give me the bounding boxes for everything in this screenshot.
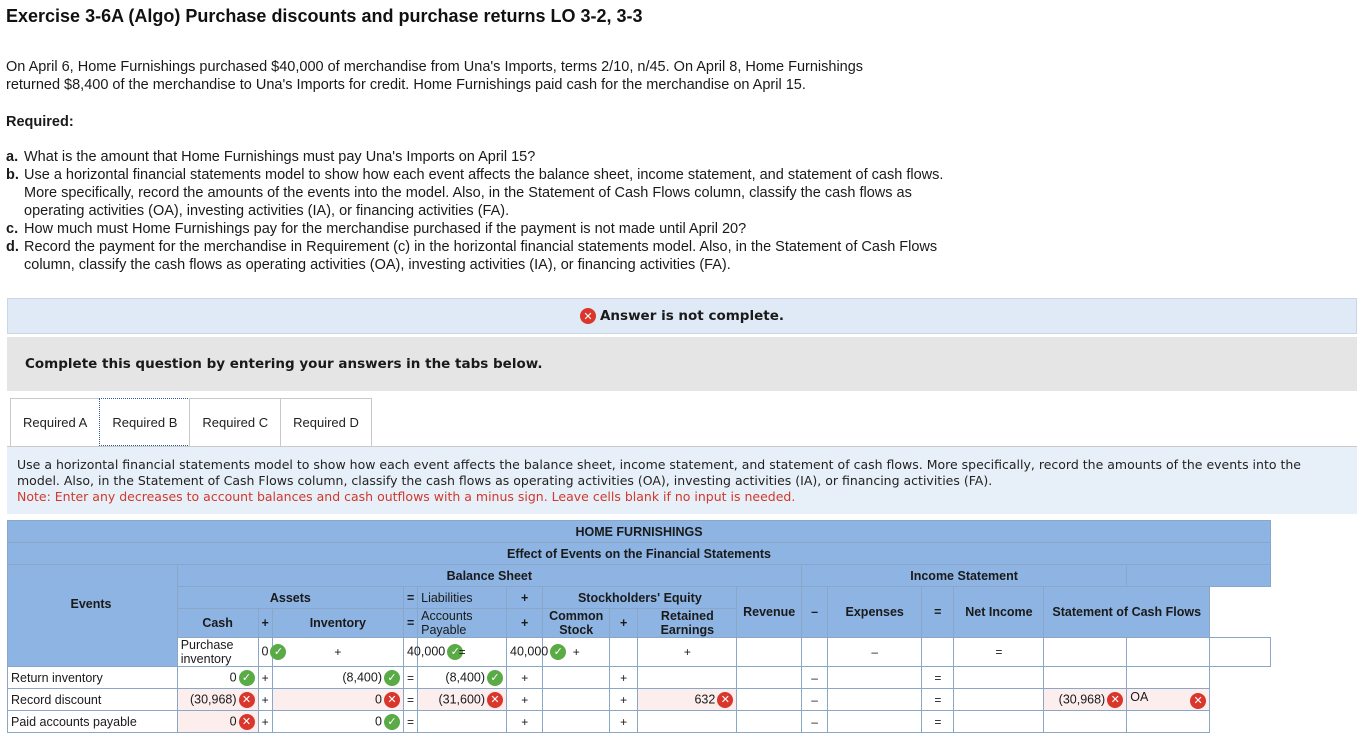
x-icon: ✕ bbox=[239, 714, 255, 730]
expenses-input[interactable] bbox=[922, 638, 954, 667]
plus-sign: + bbox=[507, 609, 543, 638]
cash-flow-input[interactable] bbox=[1127, 638, 1210, 667]
complete-prompt: Complete this question by entering your answers in the tabs below. bbox=[7, 337, 1357, 391]
table-row bbox=[8, 667, 1271, 689]
requirements-list bbox=[6, 148, 956, 274]
minus-sign: – bbox=[801, 689, 827, 711]
x-icon: ✕ bbox=[384, 692, 400, 708]
retained-earnings-header: Retained Earnings bbox=[638, 609, 737, 638]
answer-status-text: Answer is not complete. bbox=[599, 308, 784, 324]
retained-earnings-input[interactable] bbox=[638, 667, 737, 689]
income-statement-header: Income Statement bbox=[801, 565, 1126, 587]
x-icon: ✕ bbox=[487, 692, 503, 708]
requirement-c: c. How much must Home Furnishings pay for the merchandise purchased if the payment is not made until April 20? bbox=[6, 221, 747, 237]
plus-sign: + bbox=[507, 711, 543, 733]
net-income-input[interactable] bbox=[1044, 638, 1127, 667]
plus-sign: + bbox=[610, 609, 638, 638]
common-stock-input[interactable] bbox=[543, 667, 610, 689]
instructions-panel bbox=[7, 446, 1357, 514]
check-icon: ✓ bbox=[270, 644, 286, 660]
inventory-input[interactable]: 40,000 ✓ bbox=[403, 638, 417, 667]
check-icon: ✓ bbox=[487, 670, 503, 686]
event-label: Purchase inventory bbox=[177, 638, 258, 667]
tab-required-a[interactable]: Required A bbox=[10, 398, 100, 446]
revenue-header: Revenue bbox=[737, 587, 802, 638]
equals-sign: = bbox=[922, 689, 954, 711]
net-income-header: Net Income bbox=[954, 587, 1044, 638]
stockholders-equity-header: Stockholders' Equity bbox=[543, 587, 737, 609]
equals-sign: = bbox=[922, 667, 954, 689]
tab-required-c[interactable]: Required C bbox=[189, 398, 281, 446]
cash-flow-class-select[interactable] bbox=[1127, 711, 1210, 733]
cash-header: Cash bbox=[177, 609, 258, 638]
expenses-input[interactable] bbox=[828, 711, 922, 733]
common-stock-input[interactable] bbox=[543, 711, 610, 733]
check-icon: ✓ bbox=[447, 644, 463, 660]
cash-input[interactable]: 0 ✓ bbox=[258, 638, 272, 667]
tab-required-b[interactable]: Required B bbox=[99, 398, 190, 446]
table-row bbox=[8, 689, 1271, 711]
financial-statements-model bbox=[7, 520, 1271, 733]
equals-sign: = bbox=[922, 711, 954, 733]
retained-earnings-input[interactable] bbox=[638, 711, 737, 733]
common-stock-header: Common Stock bbox=[543, 609, 610, 638]
equals-sign: = bbox=[418, 638, 507, 667]
plus-sign: + bbox=[258, 609, 272, 638]
equals-sign: = bbox=[403, 587, 417, 609]
plus-sign: + bbox=[610, 667, 638, 689]
requirement-a: a. What is the amount that Home Furnishings must pay Una's Imports on April 15? bbox=[6, 149, 536, 165]
minus-sign: – bbox=[828, 638, 922, 667]
equals-sign: = bbox=[954, 638, 1044, 667]
inventory-input[interactable]: 0 ✓ bbox=[272, 711, 403, 733]
equals-sign: = bbox=[922, 587, 954, 638]
expenses-input[interactable] bbox=[828, 667, 922, 689]
cash-flow-class-select[interactable] bbox=[1127, 667, 1210, 689]
minus-sign: – bbox=[801, 587, 827, 638]
equals-sign: = bbox=[403, 689, 417, 711]
intro-line-1: On April 6, Home Furnishings purchased $40,000 of merchandise from Una's Imports, terms 2/10, n/45. On April 8, Home Furnishings bbox=[6, 59, 864, 75]
inventory-input[interactable]: 0 ✕ bbox=[272, 689, 403, 711]
check-icon: ✓ bbox=[384, 714, 400, 730]
plus-sign: + bbox=[272, 638, 403, 667]
minus-sign: – bbox=[801, 711, 827, 733]
net-income-input[interactable] bbox=[954, 711, 1044, 733]
events-column-label: Events bbox=[70, 597, 112, 611]
tab-required-d[interactable]: Required D bbox=[280, 398, 372, 446]
accounts-payable-header: Accounts Payable bbox=[418, 609, 507, 638]
common-stock-input[interactable] bbox=[610, 638, 638, 667]
x-icon: ✕ bbox=[1190, 693, 1206, 709]
intro-line-2: returned $8,400 of the merchandise to Una's Imports for credit. Home Furnishings paid cash for the merchandise on April 15. bbox=[6, 77, 806, 93]
common-stock-input[interactable] bbox=[543, 689, 610, 711]
x-icon: ✕ bbox=[1107, 692, 1123, 708]
inventory-input[interactable]: (8,400) ✓ bbox=[272, 667, 403, 689]
retained-earnings-input[interactable] bbox=[737, 638, 802, 667]
plus-sign: + bbox=[543, 638, 610, 667]
net-income-input[interactable] bbox=[954, 689, 1044, 711]
requirement-b: b. Use a horizontal financial statements model to show how each event affects the balance sheet, income statement, and statement of cash flows. More specifically, record the amounts of the events into the model. Also, in the Statement of Cash Flows column, classify the cash flows as operating activities (OA), investing activities (IA), or financing activities (FA). bbox=[6, 167, 944, 219]
x-icon: ✕ bbox=[239, 692, 255, 708]
instructions-text: Use a horizontal financial statements model to show how each event affects the balance sheet, income statement, and statement of cash flows. More specifically, record the amounts of the events into the model. Also, in the Statement of Cash Flows column, classify the cash flows as operating activities (OA), investing activities (IA), or financing activities (FA). bbox=[17, 457, 1301, 488]
inventory-header: Inventory bbox=[272, 609, 403, 638]
minus-sign: – bbox=[801, 667, 827, 689]
liabilities-header: Liabilities bbox=[418, 587, 507, 609]
cash-flow-input[interactable] bbox=[1044, 711, 1127, 733]
revenue-input[interactable] bbox=[737, 689, 802, 711]
balance-sheet-header: Balance Sheet bbox=[177, 565, 801, 587]
revenue-input[interactable] bbox=[801, 638, 827, 667]
instructions-note: Note: Enter any decreases to account balances and cash outflows with a minus sign. Leave cells blank if no input is needed. bbox=[17, 489, 796, 504]
page-title: Exercise 3-6A (Algo) Purchase discounts and purchase returns LO 3-2, 3-3 bbox=[6, 6, 643, 26]
retained-earnings-input[interactable]: 632 ✕ bbox=[638, 689, 737, 711]
table-row bbox=[8, 638, 1271, 667]
event-label: Return inventory bbox=[8, 667, 178, 689]
plus-sign: + bbox=[507, 689, 543, 711]
answer-status-banner bbox=[7, 298, 1357, 334]
expenses-header: Expenses bbox=[828, 587, 922, 638]
equals-sign: = bbox=[403, 667, 417, 689]
plus-sign: + bbox=[507, 667, 543, 689]
check-icon: ✓ bbox=[550, 644, 566, 660]
accounts-payable-input[interactable]: (8,400) ✓ bbox=[418, 667, 507, 689]
plus-sign: + bbox=[610, 689, 638, 711]
check-icon: ✓ bbox=[239, 670, 255, 686]
cash-input[interactable]: 0 ✓ bbox=[177, 667, 258, 689]
equals-sign: = bbox=[403, 711, 417, 733]
company-name: HOME FURNISHINGS bbox=[8, 521, 1271, 543]
accounts-payable-input[interactable] bbox=[418, 711, 507, 733]
requirement-d: d. Record the payment for the merchandise in Requirement (c) in the horizontal financial statements model. Also, in the Statement of Cash Flows column, classify the cash flows as operating activities (OA), investing activities (IA), or financing activities (FA). bbox=[6, 239, 938, 273]
plus-sign: + bbox=[610, 711, 638, 733]
revenue-input[interactable] bbox=[737, 711, 802, 733]
requirement-tabs bbox=[10, 398, 372, 446]
cash-flow-input[interactable]: (30,968) ✕ bbox=[1044, 689, 1127, 711]
net-income-input[interactable] bbox=[954, 667, 1044, 689]
cash-input[interactable]: 0 ✕ bbox=[177, 711, 258, 733]
expenses-input[interactable] bbox=[828, 689, 922, 711]
cash-flow-class-select[interactable] bbox=[1210, 638, 1271, 667]
plus-sign: + bbox=[258, 689, 272, 711]
plus-sign: + bbox=[638, 638, 737, 667]
x-icon: ✕ bbox=[580, 308, 596, 324]
plus-sign: + bbox=[258, 711, 272, 733]
table-subtitle: Effect of Events on the Financial Statements bbox=[8, 543, 1271, 565]
required-heading: Required: bbox=[6, 114, 74, 130]
cash-flows-header: Statement of Cash Flows bbox=[1044, 587, 1210, 638]
revenue-input[interactable] bbox=[737, 667, 802, 689]
cash-flow-input[interactable] bbox=[1044, 667, 1127, 689]
x-icon: ✕ bbox=[717, 692, 733, 708]
plus-sign: + bbox=[507, 587, 543, 609]
accounts-payable-input[interactable]: 40,000 ✓ bbox=[507, 638, 543, 667]
check-icon: ✓ bbox=[384, 670, 400, 686]
cash-flow-class-select[interactable]: OA ✕ bbox=[1127, 689, 1210, 711]
table-row bbox=[8, 711, 1271, 733]
cash-input[interactable]: (30,968) ✕ bbox=[177, 689, 258, 711]
accounts-payable-input[interactable]: (31,600) ✕ bbox=[418, 689, 507, 711]
event-label: Record discount bbox=[8, 689, 178, 711]
plus-sign: + bbox=[258, 667, 272, 689]
event-label: Paid accounts payable bbox=[8, 711, 178, 733]
equals-sign: = bbox=[403, 609, 417, 638]
assets-header: Assets bbox=[177, 587, 403, 609]
